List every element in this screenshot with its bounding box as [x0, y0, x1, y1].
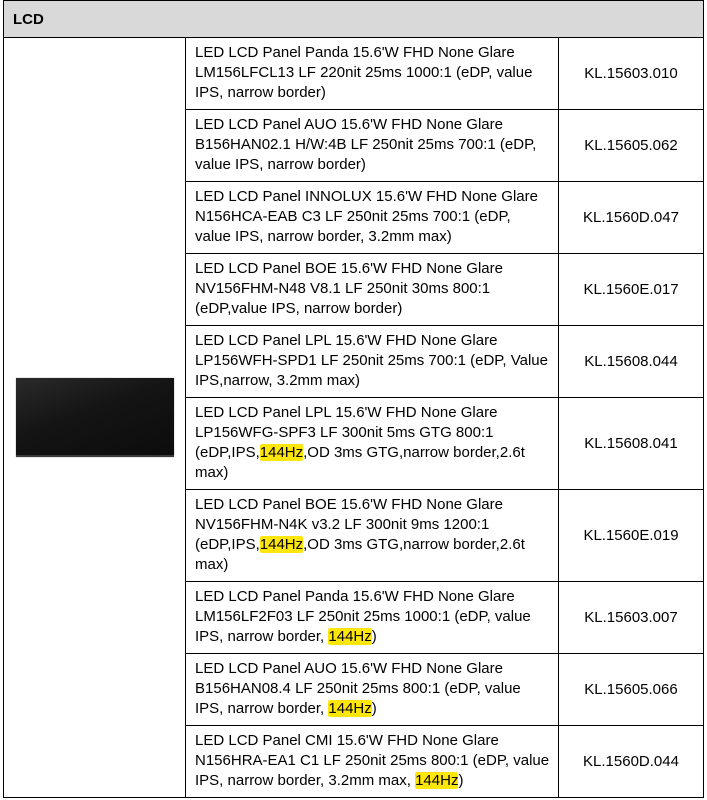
highlighted-text: 144Hz	[328, 699, 372, 717]
description-text: LED LCD Panel AUO 15.6'W FHD None Glare B156HAN08.4 LF 250nit 25ms 800:1 (eDP, value IPS, narrow border,	[195, 659, 521, 717]
part-number: KL.15605.062	[559, 110, 704, 182]
description-text: )	[371, 699, 377, 717]
description-text: LED LCD Panel LPL 15.6'W FHD None Glare LP156WFG-SPF3 LF 300nit 5ms GTG 800:1 (eDP,IPS,	[195, 403, 498, 461]
highlighted-text: 144Hz	[259, 535, 304, 553]
description-text: )	[371, 627, 377, 645]
part-description	[186, 726, 559, 798]
description-text: LED LCD Panel CMI 15.6'W FHD None Glare N156HRA-EA1 C1 LF 250nit 25ms 800:1 (eDP, value IPS, narrow border, 3.2mm max,	[195, 731, 550, 789]
part-number: KL.15608.044	[559, 326, 704, 398]
highlighted-text: 144Hz	[415, 771, 459, 789]
part-description	[186, 582, 559, 654]
part-number: KL.15603.010	[559, 38, 704, 110]
description-text: LED LCD Panel AUO 15.6'W FHD None Glare B156HAN02.1 H/W:4B LF 250nit 25ms 700:1 (eDP, value IPS, narrow border)	[195, 115, 537, 173]
description-text: LED LCD Panel Panda 15.6'W FHD None Glare LM156LF2F03 LF 250nit 25ms 1000:1 (eDP, value IPS, narrow border,	[195, 587, 531, 645]
part-description	[186, 38, 559, 110]
description-text: LED LCD Panel INNOLUX 15.6'W FHD None Glare N156HCA-EAB C3 LF 250nit 25ms 700:1 (eDP, value IPS, narrow border, 3.2mm max)	[195, 187, 538, 245]
description-text: LED LCD Panel LPL 15.6'W FHD None Glare LP156WFH-SPD1 LF 250nit 25ms 700:1 (eDP, Value IPS,narrow, 3.2mm max)	[195, 331, 548, 389]
part-number: KL.1560E.019	[559, 490, 704, 582]
part-description	[186, 110, 559, 182]
part-description	[186, 654, 559, 726]
description-text: ,OD 3ms GTG,narrow border,2.6t max)	[195, 535, 525, 573]
table-body	[4, 1, 704, 798]
part-description	[186, 326, 559, 398]
part-number: KL.1560D.047	[559, 182, 704, 254]
part-description	[186, 254, 559, 326]
lcd-parts-table	[3, 0, 704, 798]
part-number: KL.15605.066	[559, 654, 704, 726]
part-description	[186, 182, 559, 254]
part-description	[186, 490, 559, 582]
description-text: )	[458, 771, 464, 789]
description-text: ,OD 3ms GTG,narrow border,2.6t max)	[195, 443, 525, 481]
description-text: LED LCD Panel Panda 15.6'W FHD None Glare LM156LFCL13 LF 220nit 25ms 1000:1 (eDP, value IPS, narrow border)	[195, 43, 533, 101]
section-title: LCD	[4, 1, 704, 38]
lcd-panel-image	[16, 378, 174, 457]
image-cell	[4, 38, 186, 798]
table-row	[4, 38, 704, 110]
description-text: LED LCD Panel BOE 15.6'W FHD None Glare NV156FHM-N48 V8.1 LF 250nit 30ms 800:1 (eDP,value IPS, narrow border)	[195, 259, 503, 317]
part-number: KL.1560E.017	[559, 254, 704, 326]
part-number: KL.15603.007	[559, 582, 704, 654]
part-number: KL.15608.041	[559, 398, 704, 490]
highlighted-text: 144Hz	[328, 627, 372, 645]
part-description	[186, 398, 559, 490]
highlighted-text: 144Hz	[259, 443, 304, 461]
section-header-row	[4, 1, 704, 38]
description-text: LED LCD Panel BOE 15.6'W FHD None Glare NV156FHM-N4K v3.2 LF 300nit 9ms 1200:1 (eDP,IPS,	[195, 495, 503, 553]
part-number: KL.1560D.044	[559, 726, 704, 798]
